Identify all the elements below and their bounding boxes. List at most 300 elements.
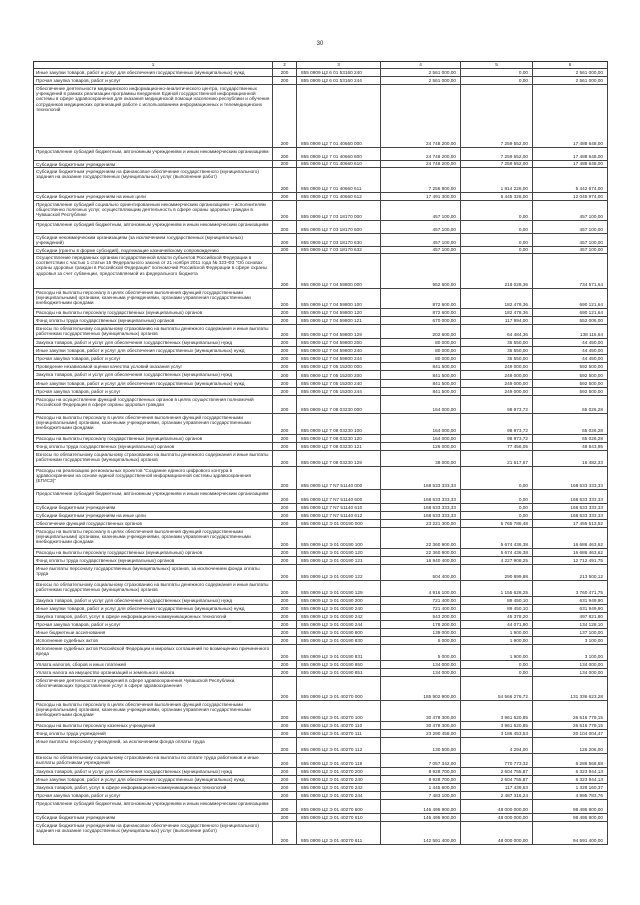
row-description: Расходы на выплаты персоналу государственных (муниципальных) органов bbox=[34, 435, 273, 442]
row-executed-amount: 249 000,00 bbox=[461, 371, 533, 379]
row-budget-code: 855 0909 Ц2 Э 01 40270 611 bbox=[297, 822, 381, 844]
row-line-code: 200 bbox=[273, 355, 297, 362]
row-executed-amount: 249 000,00 bbox=[461, 363, 533, 370]
row-remaining-amount: 457 100,00 bbox=[533, 221, 608, 233]
row-remaining-amount: 5 442 674,00 bbox=[533, 168, 608, 192]
row-remaining-amount: 138 115,64 bbox=[533, 325, 608, 338]
row-remaining-amount: 690 121,64 bbox=[533, 289, 608, 308]
row-remaining-amount: 168 533 333,33 bbox=[533, 512, 608, 519]
row-executed-amount: 249 000,00 bbox=[461, 388, 533, 395]
row-executed-amount: 0,00 bbox=[461, 661, 533, 668]
row-budget-code: 855 0909 Ц2 7 04 59800 100 bbox=[297, 289, 381, 308]
row-approved-amount: 24 748 200,00 bbox=[381, 85, 461, 147]
row-description: Расходы на выплаты персоналу в целях обеспечения выполнения функций государственными (муниципальными) органами, казенными учреждениями, органами управления государственными внебюджетными фондами bbox=[34, 701, 273, 721]
row-budget-code: 855 0909 Ц2 7 04 59800 121 bbox=[297, 317, 381, 324]
table-row bbox=[34, 161, 608, 168]
table-row bbox=[34, 738, 608, 754]
row-approved-amount: 457 100,00 bbox=[381, 221, 461, 233]
row-line-code: 200 bbox=[273, 388, 297, 395]
row-budget-code: 855 0909 Ц2 Э 01 40270 000 bbox=[297, 677, 381, 700]
row-approved-amount: 841 500,00 bbox=[381, 363, 461, 370]
row-description: Субсидии бюджетным учреждениям на финансовое обеспечение государственного (муниципального) задания на оказание государственных (муниципальных) услуг (выполнение работ) bbox=[34, 168, 273, 192]
row-description: Осуществление переданных органам государственной власти субъектов Российской Федерации в соответствии с частью 1 статьи 15 Федерального закона от 21 ноября 2011 года № 323-ФЗ "Об основах охраны здоровья граждан в Российской Федерации" полномочий Российской Федерации в сфере охраны здоровья за счет субвенции, предоставляемой из федерального бюджета bbox=[34, 254, 273, 288]
row-description: Субсидии некоммерческим организациям (за исключением государственных (муниципальных) учреждений) bbox=[34, 234, 273, 246]
row-executed-amount: 182 478,36 bbox=[461, 309, 533, 316]
table-row bbox=[34, 77, 608, 85]
table-row bbox=[34, 661, 608, 669]
table-row bbox=[34, 504, 608, 512]
row-budget-code: 855 0909 Ц2 7 01 40660 611 bbox=[297, 168, 381, 192]
row-description: Субсидии бюджетным учреждениям bbox=[34, 814, 273, 821]
row-remaining-amount: 134 128,10 bbox=[533, 621, 608, 628]
row-executed-amount: 182 478,36 bbox=[461, 289, 533, 308]
row-budget-code: 855 0909 Ц2 Э 01 40270 119 bbox=[297, 754, 381, 767]
table-row bbox=[34, 814, 608, 822]
row-line-code: 200 bbox=[273, 414, 297, 434]
row-description: Проведение независимой оценки качества условий оказания услуг bbox=[34, 363, 273, 370]
row-approved-amount: 1 445 600,00 bbox=[381, 784, 461, 791]
row-line-code: 200 bbox=[273, 234, 297, 246]
row-budget-code: 855 0909 Ц2 7 01 40660 000 bbox=[297, 85, 381, 147]
table-row bbox=[34, 435, 608, 443]
row-line-code: 200 bbox=[273, 371, 297, 379]
row-line-code: 200 bbox=[273, 451, 297, 466]
row-approved-amount: 841 500,00 bbox=[381, 380, 461, 387]
table-row bbox=[34, 784, 608, 792]
row-description: Иные закупки товаров, работ и услуг для обеспечения государственных (муниципальных) нужд bbox=[34, 380, 273, 387]
row-approved-amount: 8 928 700,00 bbox=[381, 776, 461, 783]
row-description: Закупка товаров, работ и услуг для обеспечения государственных (муниципальных) нужд bbox=[34, 339, 273, 346]
table-row bbox=[34, 730, 608, 738]
row-approved-amount: 185 902 900,00 bbox=[381, 677, 461, 700]
row-line-code: 200 bbox=[273, 557, 297, 564]
row-line-code: 200 bbox=[273, 528, 297, 548]
row-remaining-amount: 16 686 463,62 bbox=[533, 549, 608, 556]
row-executed-amount: 0,00 bbox=[461, 234, 533, 246]
row-description: Фонд оплаты труда учреждений bbox=[34, 730, 273, 737]
row-budget-code: 855 0909 Ц2 Э 01 00190 000 bbox=[297, 520, 381, 527]
header-col-4: 4 bbox=[381, 62, 461, 68]
row-executed-amount: 2 487 316,24 bbox=[461, 792, 533, 799]
row-remaining-amount: 17 455 513,52 bbox=[533, 520, 608, 527]
row-description: Расходы на осуществление функций государственных органов в целях осуществления полномочий Российской Федерации в сфере охраны здоровья граждан bbox=[34, 396, 273, 413]
row-remaining-amount: 2 561 000,00 bbox=[533, 77, 608, 84]
row-budget-code: 855 0909 Ц2 7 01 40660 600 bbox=[297, 148, 381, 160]
row-approved-amount: 17 491 300,00 bbox=[381, 193, 461, 200]
row-line-code: 200 bbox=[273, 289, 297, 308]
row-description: Уплата налога на имущество организаций и земельного налога bbox=[34, 669, 273, 676]
row-remaining-amount: 213 500,12 bbox=[533, 565, 608, 580]
row-description: Закупка товаров, работ и услуг для обеспечения государственных (муниципальных) нужд bbox=[34, 371, 273, 379]
row-executed-amount: 0,00 bbox=[461, 669, 533, 676]
row-budget-code: 855 0909 Ц2 7 N7 51140 600 bbox=[297, 490, 381, 503]
table-row bbox=[34, 355, 608, 363]
table-row bbox=[34, 317, 608, 325]
row-approved-amount: 2 561 000,00 bbox=[381, 77, 461, 84]
row-remaining-amount: 3 100,00 bbox=[533, 637, 608, 644]
row-approved-amount: 168 533 333,33 bbox=[381, 512, 461, 519]
row-description: Уплата налогов, сборов и иных платежей bbox=[34, 661, 273, 668]
row-remaining-amount: 94 591 400,00 bbox=[533, 822, 608, 844]
table-row bbox=[34, 645, 608, 661]
row-description: Взносы по обязательному социальному страхованию на выплаты денежного содержания и иные выплаты работникам государственных (муниципальных) органов bbox=[34, 325, 273, 338]
row-line-code: 200 bbox=[273, 396, 297, 413]
row-budget-code: 855 0909 Ц2 7 03 18170 600 bbox=[297, 221, 381, 233]
row-description: Закупка товаров, работ, услуг в сфере информационно-коммуникационных технологий bbox=[34, 784, 273, 791]
row-description: Расходы на выплаты персоналу государственных (муниципальных) органов bbox=[34, 309, 273, 316]
row-line-code: 200 bbox=[273, 363, 297, 370]
row-executed-amount: 2 604 755,87 bbox=[461, 776, 533, 783]
table-row bbox=[34, 677, 608, 701]
row-remaining-amount: 17 488 648,00 bbox=[533, 148, 608, 160]
row-description: Прочая закупка товаров, работ и услуг bbox=[34, 792, 273, 799]
row-executed-amount: 89 450,10 bbox=[461, 597, 533, 604]
row-line-code: 200 bbox=[273, 168, 297, 192]
row-executed-amount: 7 259 552,00 bbox=[461, 161, 533, 167]
row-budget-code: 855 0909 Ц2 7 08 03230 000 bbox=[297, 396, 381, 413]
table-row bbox=[34, 309, 608, 317]
table-row bbox=[34, 490, 608, 504]
page-number: 30 bbox=[316, 41, 324, 47]
row-executed-amount: 0,00 bbox=[461, 201, 533, 220]
row-description: Субсидии бюджетным учреждениям на иные цели bbox=[34, 512, 273, 519]
row-description: Иные закупки товаров, работ и услуг для обеспечения государственных (муниципальных) нужд bbox=[34, 776, 273, 783]
row-executed-amount: 2 604 755,87 bbox=[461, 768, 533, 775]
header-col-1: 1 bbox=[34, 62, 273, 68]
table-row bbox=[34, 69, 608, 77]
table-row bbox=[34, 669, 608, 677]
row-description: Субсидии бюджетным учреждениям bbox=[34, 504, 273, 511]
row-remaining-amount: 17 488 648,00 bbox=[533, 161, 608, 167]
row-line-code: 200 bbox=[273, 201, 297, 220]
table-row bbox=[34, 512, 608, 520]
row-budget-code: 855 0909 Ц2 7 N7 51140 610 bbox=[297, 504, 381, 511]
row-description: Расходы на выплаты персоналу государственных (муниципальных) органов bbox=[34, 549, 273, 556]
table-row bbox=[34, 380, 608, 388]
row-remaining-amount: 168 533 333,33 bbox=[533, 490, 608, 503]
row-description: Фонд оплаты труда государственных (муниципальных) органов bbox=[34, 443, 273, 450]
table-row bbox=[34, 621, 608, 629]
row-approved-amount: 202 600,00 bbox=[381, 325, 461, 338]
row-line-code: 200 bbox=[273, 443, 297, 450]
row-approved-amount: 134 000,00 bbox=[381, 661, 461, 668]
row-description: Фонд оплаты труда государственных (муниципальных) органов bbox=[34, 557, 273, 564]
row-remaining-amount: 6 323 944,13 bbox=[533, 768, 608, 775]
row-description: Предоставление субсидий бюджетным, автономным учреждениям и иным некоммерческим организациям bbox=[34, 800, 273, 813]
row-budget-code: 855 0909 Ц2 Э 01 00190 122 bbox=[297, 565, 381, 580]
row-budget-code: 855 0909 Ц2 Э 01 40270 100 bbox=[297, 701, 381, 721]
row-remaining-amount: 6 286 568,68 bbox=[533, 754, 608, 767]
table-row bbox=[34, 800, 608, 814]
row-executed-amount: 4 294,00 bbox=[461, 738, 533, 753]
row-budget-code: 855 0909 Ц2 7 04 59800 129 bbox=[297, 325, 381, 338]
row-line-code: 200 bbox=[273, 669, 297, 676]
row-executed-amount: 3 961 520,85 bbox=[461, 701, 533, 721]
row-description: Прочая закупка товаров, работ и услуг bbox=[34, 355, 273, 362]
row-approved-amount: 139 000,00 bbox=[381, 629, 461, 636]
table-row bbox=[34, 201, 608, 221]
row-description: Иные закупки товаров, работ и услуг для обеспечения государственных (муниципальных) нужд bbox=[34, 69, 273, 76]
row-description: Субсидии бюджетным учреждениям bbox=[34, 161, 273, 167]
row-line-code: 200 bbox=[273, 339, 297, 346]
row-remaining-amount: 16 686 463,62 bbox=[533, 528, 608, 548]
row-executed-amount: 98 973,72 bbox=[461, 435, 533, 442]
row-description: Предоставление субсидий бюджетным, автономным учреждениям и иным некоммерческим организациям bbox=[34, 221, 273, 233]
row-line-code: 200 bbox=[273, 822, 297, 844]
row-remaining-amount: 26 516 779,15 bbox=[533, 701, 608, 721]
table-body bbox=[34, 69, 608, 845]
row-description: Расходы на реализацию региональных проектов "Создание единого цифрового контура в здравоохранении на основе единой государственной информационной системы здравоохранения (ЕГИСЗ)" bbox=[34, 467, 273, 489]
row-description: Предоставление субсидий бюджетным, автономным учреждениям и иным некоммерческим организациям bbox=[34, 148, 273, 160]
table-row bbox=[34, 613, 608, 621]
row-executed-amount: 7 259 552,00 bbox=[461, 148, 533, 160]
table-row bbox=[34, 637, 608, 645]
row-executed-amount: 5 445 326,00 bbox=[461, 193, 533, 200]
row-executed-amount: 98 973,72 bbox=[461, 414, 533, 434]
row-line-code: 200 bbox=[273, 605, 297, 612]
row-executed-amount: 4 227 908,25 bbox=[461, 557, 533, 564]
row-description: Взносы по обязательному социальному страхованию на выплаты денежного содержания и иные выплаты работникам государственных (муниципальных) органов bbox=[34, 451, 273, 466]
row-remaining-amount: 1 328 160,37 bbox=[533, 784, 608, 791]
row-line-code: 200 bbox=[273, 193, 297, 200]
row-budget-code: 855 0909 Ц2 Э 01 00190 244 bbox=[297, 621, 381, 628]
row-approved-amount: 721 400,00 bbox=[381, 597, 461, 604]
row-budget-code: 855 0909 Ц2 7 05 15200 000 bbox=[297, 363, 381, 370]
row-approved-amount: 80 000,00 bbox=[381, 347, 461, 354]
row-approved-amount: 80 000,00 bbox=[381, 339, 461, 346]
row-remaining-amount: 6 323 944,13 bbox=[533, 776, 608, 783]
row-line-code: 200 bbox=[273, 784, 297, 791]
row-approved-amount: 504 400,00 bbox=[381, 565, 461, 580]
row-line-code: 200 bbox=[273, 512, 297, 519]
table-row bbox=[34, 234, 608, 247]
row-description: Закупка товаров, работ и услуг для обеспечения государственных (муниципальных) нужд bbox=[34, 597, 273, 604]
row-remaining-amount: 65 026,28 bbox=[533, 396, 608, 413]
table-row bbox=[34, 289, 608, 309]
row-approved-amount: 23 221 300,00 bbox=[381, 520, 461, 527]
row-approved-amount: 178 200,00 bbox=[381, 621, 461, 628]
row-budget-code: 855 0909 Ц2 6 01 53160 244 bbox=[297, 77, 381, 84]
row-approved-amount: 164 000,00 bbox=[381, 435, 461, 442]
table-row bbox=[34, 221, 608, 234]
row-description: Обеспечение функций государственных органов bbox=[34, 520, 273, 527]
row-approved-amount: 7 483 100,00 bbox=[381, 792, 461, 799]
table-row bbox=[34, 396, 608, 414]
row-approved-amount: 168 533 333,33 bbox=[381, 504, 461, 511]
row-approved-amount: 841 500,00 bbox=[381, 371, 461, 379]
table-row bbox=[34, 467, 608, 490]
row-executed-amount: 21 517,67 bbox=[461, 451, 533, 466]
row-budget-code: 855 0909 Ц2 Э 01 00190 800 bbox=[297, 629, 381, 636]
row-remaining-amount: 20 104 004,47 bbox=[533, 730, 608, 737]
row-budget-code: 855 0909 Ц2 Э 01 40270 240 bbox=[297, 776, 381, 783]
row-executed-amount: 0,00 bbox=[461, 467, 533, 489]
row-description: Обеспечение деятельности медицинского информационно-аналитического центра, государственных учреждений в рамках реализации программы внедрения Единой государственной информационной системы в сфере здравоохранения для оказания медицинской помощи населению республики и обучения сотрудников медицинских организаций работе с использованием информационных и телемедицинских технологий bbox=[34, 85, 273, 147]
row-approved-amount: 24 748 200,00 bbox=[381, 161, 461, 167]
row-approved-amount: 670 000,00 bbox=[381, 317, 461, 324]
row-remaining-amount: 631 949,90 bbox=[533, 605, 608, 612]
row-budget-code: 855 0909 Ц2 Э 01 00190 242 bbox=[297, 613, 381, 620]
row-remaining-amount: 12 045 974,00 bbox=[533, 193, 608, 200]
row-executed-amount: 0,00 bbox=[461, 247, 533, 253]
row-executed-amount: 5 674 436,38 bbox=[461, 549, 533, 556]
table-header-row bbox=[34, 62, 608, 69]
row-line-code: 200 bbox=[273, 490, 297, 503]
row-approved-amount: 142 591 400,00 bbox=[381, 822, 461, 844]
table-row bbox=[34, 347, 608, 355]
row-line-code: 200 bbox=[273, 221, 297, 233]
row-remaining-amount: 497 821,80 bbox=[533, 613, 608, 620]
row-line-code: 200 bbox=[273, 661, 297, 668]
row-executed-amount: 1 900,00 bbox=[461, 645, 533, 660]
table-row bbox=[34, 581, 608, 597]
header-col-5: 5 bbox=[461, 62, 533, 68]
row-executed-amount: 48 000 000,00 bbox=[461, 814, 533, 821]
row-approved-amount: 872 600,00 bbox=[381, 289, 461, 308]
row-line-code: 200 bbox=[273, 254, 297, 288]
row-approved-amount: 952 600,00 bbox=[381, 254, 461, 288]
table-row bbox=[34, 371, 608, 380]
row-budget-code: 855 0909 Ц2 Э 01 00190 120 bbox=[297, 549, 381, 556]
row-budget-code: 855 0909 Ц2 Э 01 40270 111 bbox=[297, 730, 381, 737]
row-line-code: 200 bbox=[273, 504, 297, 511]
row-remaining-amount: 48 543,95 bbox=[533, 443, 608, 450]
row-remaining-amount: 457 100,00 bbox=[533, 247, 608, 253]
row-description: Расходы на выплаты персоналу в целях обеспечения выполнения функций государственными (муниципальными) органами, казенными учреждениями, органами управления государственными внебюджетными фондами bbox=[34, 289, 273, 308]
table-row bbox=[34, 629, 608, 637]
row-executed-amount: 3 961 520,85 bbox=[461, 722, 533, 729]
row-approved-amount: 457 100,00 bbox=[381, 234, 461, 246]
row-approved-amount: 23 290 458,00 bbox=[381, 730, 461, 737]
table-row bbox=[34, 247, 608, 254]
row-remaining-amount: 98 495 900,00 bbox=[533, 800, 608, 813]
row-budget-code: 855 0909 Ц2 7 01 40660 612 bbox=[297, 193, 381, 200]
row-executed-amount: 35 550,00 bbox=[461, 347, 533, 354]
table-row bbox=[34, 792, 608, 800]
row-approved-amount: 22 360 900,00 bbox=[381, 549, 461, 556]
row-description: Иные закупки товаров, работ и услуг для обеспечения государственных (муниципальных) нужд bbox=[34, 347, 273, 354]
row-approved-amount: 5 000,00 bbox=[381, 645, 461, 660]
row-executed-amount: 44 071,90 bbox=[461, 621, 533, 628]
row-approved-amount: 7 256 900,00 bbox=[381, 168, 461, 192]
row-budget-code: 855 0909 Ц2 7 01 40660 610 bbox=[297, 161, 381, 167]
row-remaining-amount: 592 500,00 bbox=[533, 371, 608, 379]
row-executed-amount: 117 439,63 bbox=[461, 784, 533, 791]
row-executed-amount: 35 550,00 bbox=[461, 355, 533, 362]
row-budget-code: 855 0909 Ц2 Э 01 00190 851 bbox=[297, 669, 381, 676]
table-row bbox=[34, 520, 608, 528]
row-line-code: 200 bbox=[273, 776, 297, 783]
row-budget-code: 855 0909 Ц2 Э 01 40270 242 bbox=[297, 784, 381, 791]
table-row bbox=[34, 168, 608, 193]
row-remaining-amount: 631 949,90 bbox=[533, 597, 608, 604]
row-budget-code: 855 0909 Ц2 Э 01 00190 129 bbox=[297, 581, 381, 596]
row-line-code: 200 bbox=[273, 309, 297, 316]
row-budget-code: 855 0909 Ц2 7 N7 51140 612 bbox=[297, 512, 381, 519]
row-executed-amount: 35 550,00 bbox=[461, 339, 533, 346]
row-budget-code: 855 0909 Ц2 7 04 59800 244 bbox=[297, 355, 381, 362]
row-executed-amount: 0,00 bbox=[461, 490, 533, 503]
row-budget-code: 855 0909 Ц2 Э 01 00190 831 bbox=[297, 645, 381, 660]
row-remaining-amount: 26 516 779,15 bbox=[533, 722, 608, 729]
row-executed-amount: 3 186 453,53 bbox=[461, 730, 533, 737]
row-approved-amount: 22 360 900,00 bbox=[381, 528, 461, 548]
row-remaining-amount: 734 571,64 bbox=[533, 254, 608, 288]
row-line-code: 200 bbox=[273, 85, 297, 147]
row-line-code: 200 bbox=[273, 161, 297, 167]
row-approved-amount: 38 000,00 bbox=[381, 451, 461, 466]
header-col-6: 6 bbox=[533, 62, 608, 68]
row-description: Исполнение судебных актов Российской Федерации и мировых соглашений по возмещению причиненного вреда bbox=[34, 645, 273, 660]
row-approved-amount: 457 100,00 bbox=[381, 201, 461, 220]
row-budget-code: 855 0909 Ц2 7 N7 51140 000 bbox=[297, 467, 381, 489]
row-budget-code: 855 0909 Ц2 Э 01 40270 244 bbox=[297, 792, 381, 799]
row-line-code: 200 bbox=[273, 701, 297, 721]
row-executed-amount: 48 000 000,00 bbox=[461, 822, 533, 844]
row-line-code: 200 bbox=[273, 581, 297, 596]
row-description: Прочая закупка товаров, работ и услуг bbox=[34, 388, 273, 395]
row-line-code: 200 bbox=[273, 435, 297, 442]
row-approved-amount: 4 916 100,00 bbox=[381, 581, 461, 596]
table-row bbox=[34, 339, 608, 347]
row-line-code: 200 bbox=[273, 738, 297, 753]
row-remaining-amount: 3 100,00 bbox=[533, 645, 608, 660]
row-executed-amount: 7 259 552,00 bbox=[461, 85, 533, 147]
row-remaining-amount: 134 000,00 bbox=[533, 661, 608, 668]
row-budget-code: 855 0909 Ц2 Э 01 00190 121 bbox=[297, 557, 381, 564]
row-budget-code: 855 0909 Ц2 7 04 59800 200 bbox=[297, 339, 381, 346]
row-executed-amount: 77 456,05 bbox=[461, 443, 533, 450]
header-col-3: 3 bbox=[297, 62, 381, 68]
row-description: Иные выплаты персоналу государственных (муниципальных) органов, за исключением фонда оплаты труда bbox=[34, 565, 273, 580]
row-description: Иные бюджетные ассигнования bbox=[34, 629, 273, 636]
row-budget-code: 855 0909 Ц2 Э 01 40270 110 bbox=[297, 722, 381, 729]
row-executed-amount: 1 155 628,25 bbox=[461, 581, 533, 596]
row-budget-code: 855 0909 Ц2 Э 01 40270 200 bbox=[297, 768, 381, 775]
row-remaining-amount: 3 760 471,75 bbox=[533, 581, 608, 596]
row-budget-code: 855 0909 Ц2 7 08 03230 121 bbox=[297, 443, 381, 450]
row-description: Исполнение судебных актов bbox=[34, 637, 273, 644]
row-approved-amount: 16 940 400,00 bbox=[381, 557, 461, 564]
table-row bbox=[34, 451, 608, 467]
row-budget-code: 855 0909 Ц2 7 08 03230 120 bbox=[297, 435, 381, 442]
row-line-code: 200 bbox=[273, 800, 297, 813]
row-line-code: 200 bbox=[273, 722, 297, 729]
row-remaining-amount: 457 100,00 bbox=[533, 234, 608, 246]
row-executed-amount: 290 899,88 bbox=[461, 565, 533, 580]
row-remaining-amount: 65 026,28 bbox=[533, 414, 608, 434]
row-executed-amount: 0,00 bbox=[461, 504, 533, 511]
row-line-code: 200 bbox=[273, 247, 297, 253]
row-budget-code: 855 0909 Ц2 6 01 53160 240 bbox=[297, 69, 381, 76]
table-row bbox=[34, 597, 608, 605]
table-row bbox=[34, 768, 608, 776]
row-executed-amount: 0,00 bbox=[461, 512, 533, 519]
table-row bbox=[34, 85, 608, 148]
row-budget-code: 855 0909 Ц2 7 03 18170 000 bbox=[297, 201, 381, 220]
header-col-2: 2 bbox=[273, 62, 297, 68]
table-row bbox=[34, 565, 608, 581]
row-budget-code: 855 0909 Ц2 Э 01 00190 100 bbox=[297, 528, 381, 548]
row-description: Субсидии (гранты в форме субсидий), подлежащие казначейскому сопровождению bbox=[34, 247, 273, 253]
row-description: Предоставление субсидий социально ориентированным некоммерческим организациям – исполнителям общественно полезных услуг, осуществляющим деятельность в сфере охраны здоровья граждан в Чувашской Республике bbox=[34, 201, 273, 220]
row-description: Субсидии бюджетным учреждениям на иные цели bbox=[34, 193, 273, 200]
row-line-code: 200 bbox=[273, 77, 297, 84]
row-line-code: 200 bbox=[273, 597, 297, 604]
row-remaining-amount: 134 000,00 bbox=[533, 669, 608, 676]
row-executed-amount: 117 994,00 bbox=[461, 317, 533, 324]
row-budget-code: 855 0909 Ц2 Э 01 00190 830 bbox=[297, 637, 381, 644]
